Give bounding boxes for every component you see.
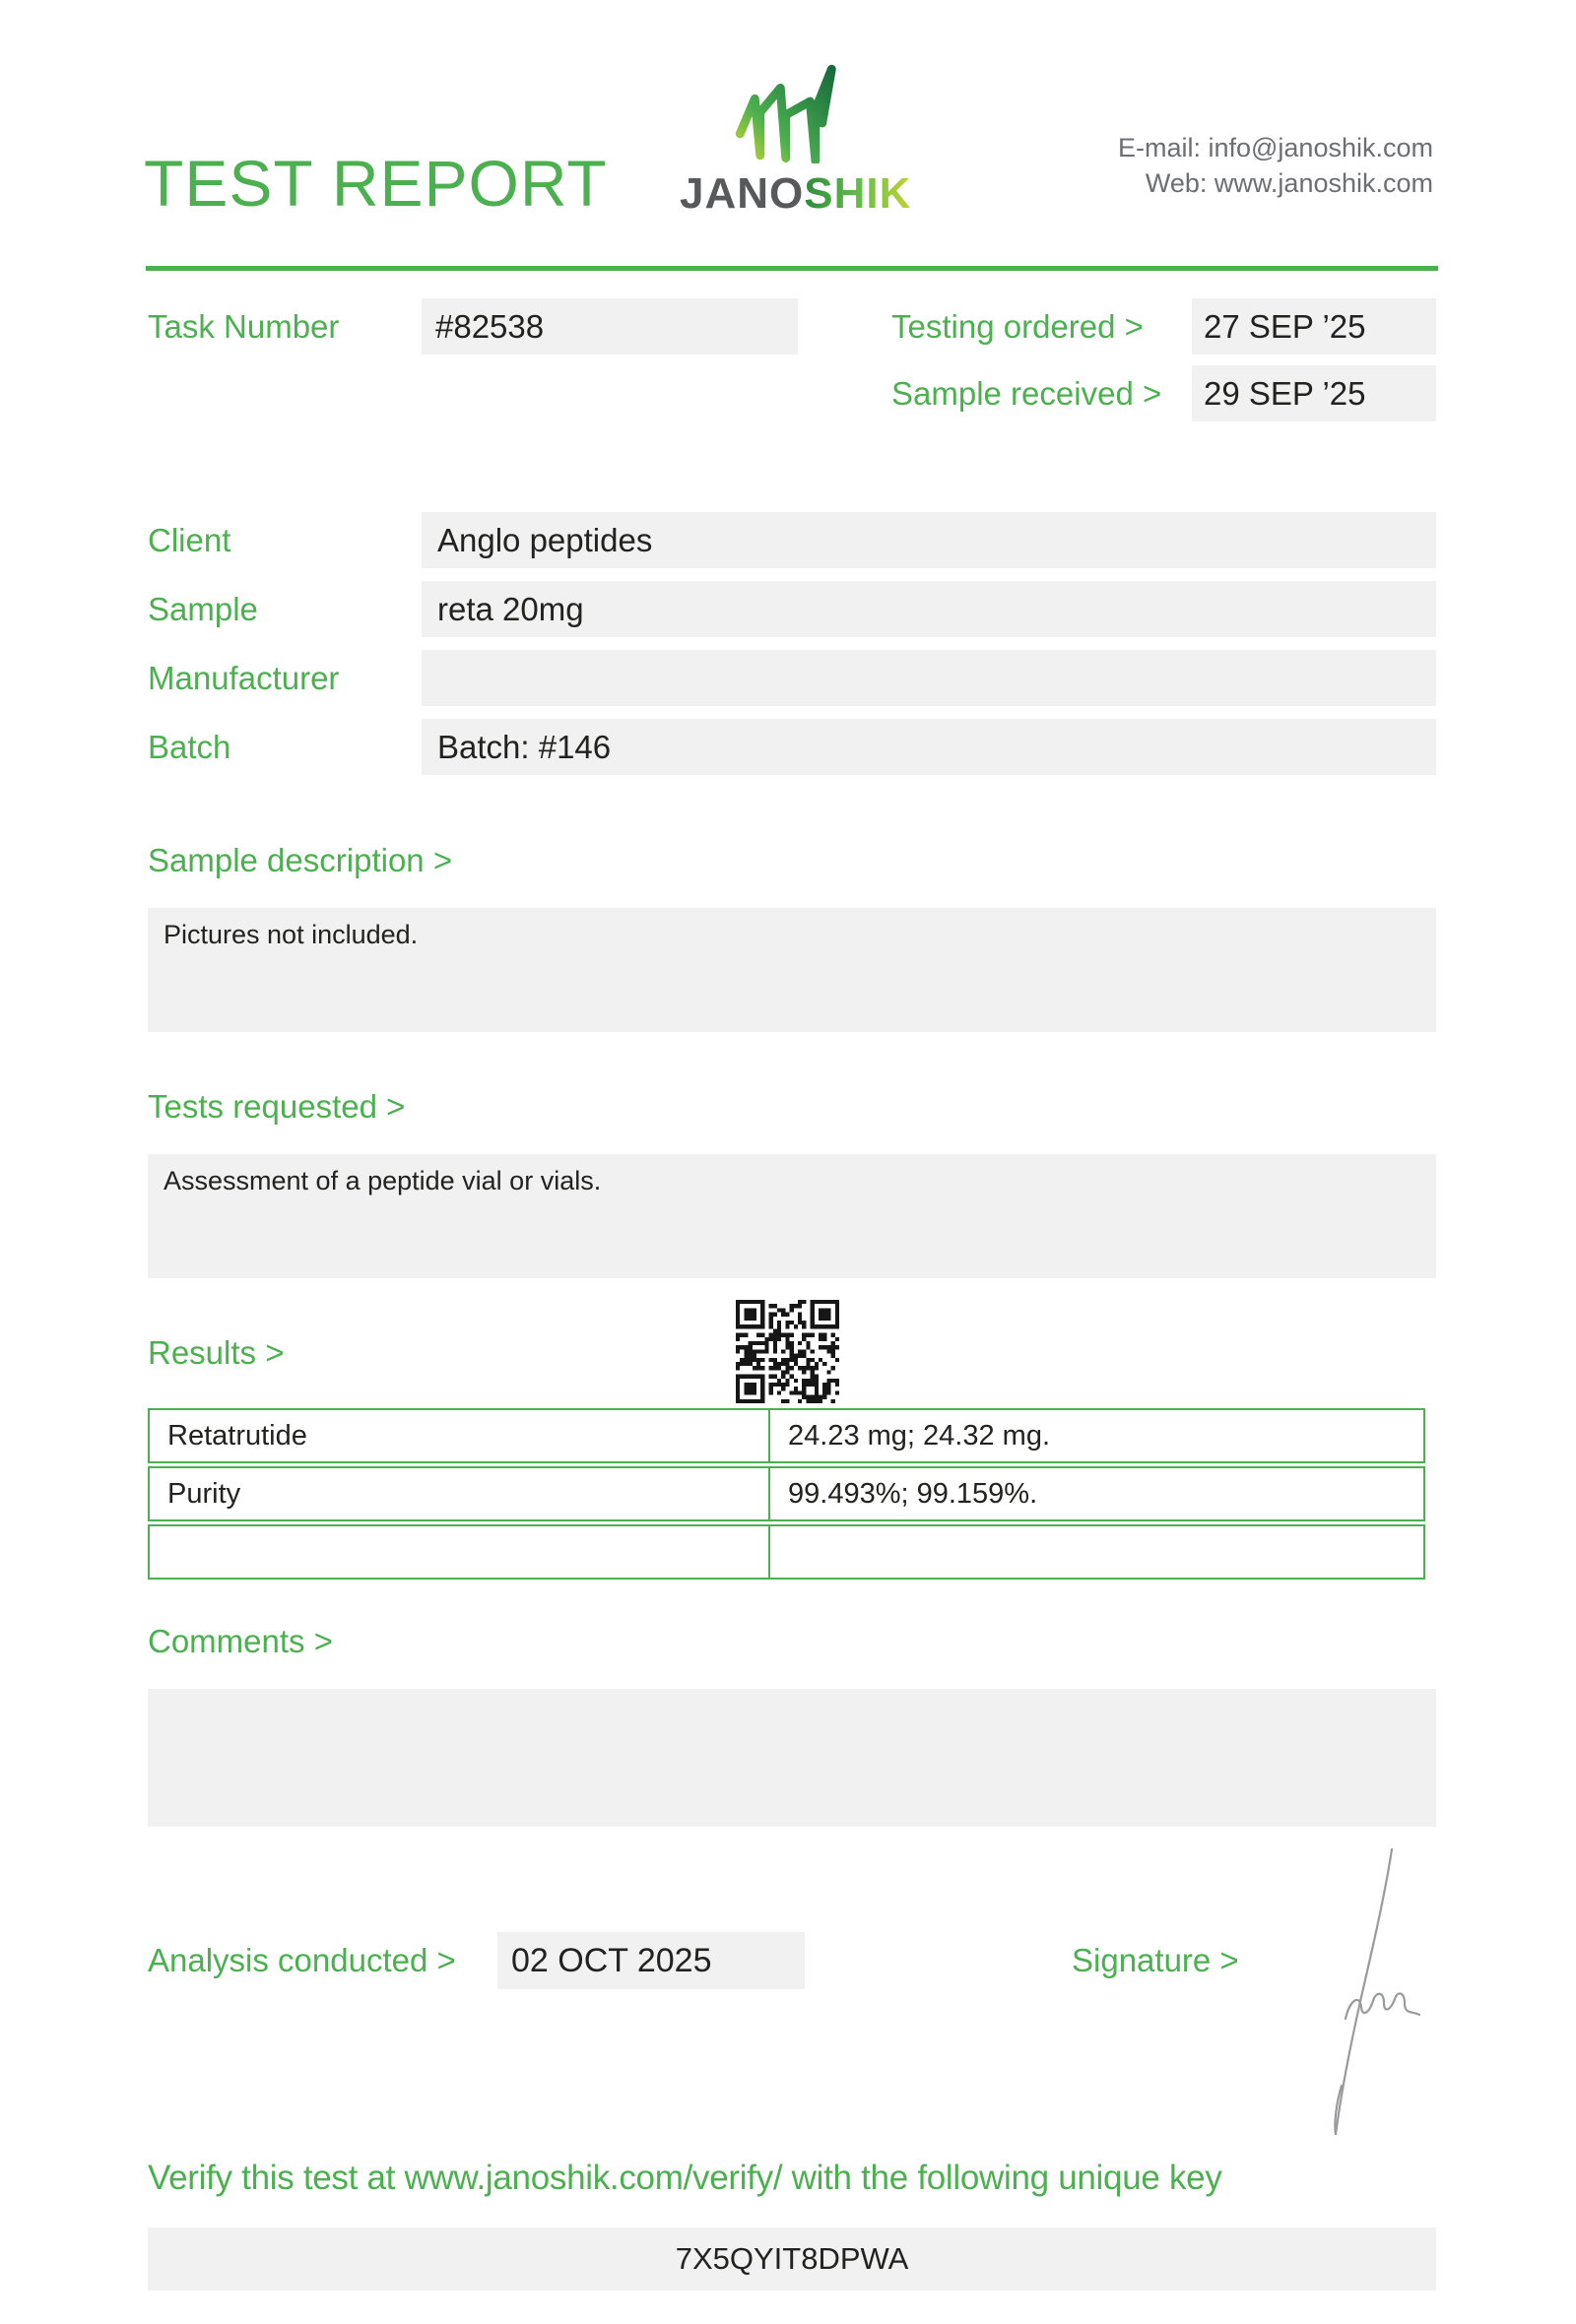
analysis-conducted-value: 02 OCT 2025 bbox=[497, 1932, 805, 1989]
logo-wordmark bbox=[680, 169, 912, 219]
table-row bbox=[148, 1524, 1425, 1580]
sample-description-heading: Sample description > bbox=[148, 842, 453, 878]
contact-email: E-mail: info@janoshik.com bbox=[1117, 133, 1433, 162]
results-table bbox=[148, 1408, 1425, 1582]
logo bbox=[680, 61, 912, 219]
sample-value: reta 20mg bbox=[422, 581, 1436, 637]
verify-key: 7X5QYIT8DPWA bbox=[148, 2227, 1436, 2291]
verify-instruction: Verify this test at www.janoshik.com/verify/ with the following unique key bbox=[148, 2159, 1222, 2197]
tests-requested-heading: Tests requested > bbox=[148, 1088, 406, 1125]
task-number-label: Task Number bbox=[148, 308, 340, 345]
signature-scribble bbox=[1290, 1843, 1438, 2144]
manufacturer-label: Manufacturer bbox=[148, 660, 340, 696]
batch-value: Batch: #146 bbox=[422, 719, 1436, 775]
comments-box bbox=[148, 1689, 1436, 1827]
contact-info bbox=[1118, 131, 1433, 202]
sample-received-value: 29 SEP ’25 bbox=[1192, 365, 1436, 421]
testing-ordered-value: 27 SEP ’25 bbox=[1192, 298, 1436, 355]
sample-label: Sample bbox=[148, 591, 258, 627]
table-row bbox=[148, 1466, 1425, 1521]
signature-label: Signature > bbox=[1072, 1942, 1239, 1978]
result-value: 99.493%; 99.159%. bbox=[788, 1478, 1038, 1510]
contact-web: Web: www.janoshik.com bbox=[1145, 167, 1433, 198]
page-title: TEST REPORT bbox=[144, 147, 608, 220]
logo-text-jano: JANO bbox=[680, 169, 805, 218]
result-name bbox=[150, 1526, 770, 1578]
manufacturer-value bbox=[422, 650, 1436, 706]
analysis-conducted-label: Analysis conducted > bbox=[148, 1942, 456, 1978]
task-number-value: #82538 bbox=[422, 298, 798, 355]
header-divider bbox=[146, 266, 1438, 271]
testing-ordered-label: Testing ordered > bbox=[891, 308, 1144, 345]
result-value: 24.23 mg; 24.32 mg. bbox=[788, 1420, 1050, 1452]
client-value: Anglo peptides bbox=[422, 512, 1436, 568]
tests-requested-box: Assessment of a peptide vial or vials. bbox=[148, 1154, 1436, 1278]
client-label: Client bbox=[148, 522, 231, 558]
qr-code bbox=[736, 1300, 839, 1403]
table-row bbox=[148, 1408, 1425, 1463]
sample-received-label: Sample received > bbox=[891, 375, 1162, 412]
logo-text-shik: SHIK bbox=[804, 169, 912, 218]
result-name: Retatrutide bbox=[150, 1410, 770, 1461]
result-value bbox=[770, 1526, 1423, 1578]
results-heading: Results > bbox=[148, 1334, 285, 1371]
logo-chart-icon bbox=[732, 61, 845, 163]
result-name: Purity bbox=[150, 1468, 770, 1519]
sample-description-box: Pictures not included. bbox=[148, 908, 1436, 1032]
batch-label: Batch bbox=[148, 729, 231, 765]
comments-heading: Comments > bbox=[148, 1623, 333, 1659]
